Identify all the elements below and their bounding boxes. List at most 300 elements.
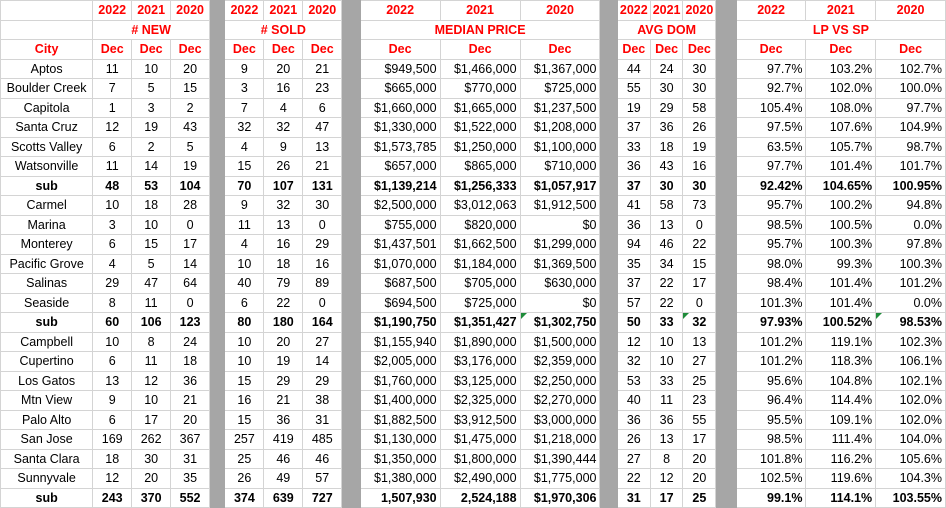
lp-vs-sp-cell: 100.3% bbox=[806, 235, 876, 255]
avg-dom-cell: 10 bbox=[650, 352, 683, 372]
new-count-cell: 31 bbox=[171, 449, 210, 469]
month-header: Dec bbox=[520, 40, 600, 60]
avg-dom-cell: 20 bbox=[683, 449, 716, 469]
lp-vs-sp-cell: 94.8% bbox=[876, 196, 946, 216]
blank-cell bbox=[1, 20, 93, 40]
new-count-cell: 20 bbox=[171, 59, 210, 79]
avg-dom-cell: 16 bbox=[683, 157, 716, 177]
city-cell: Cupertino bbox=[1, 352, 93, 372]
city-cell: sub bbox=[1, 313, 93, 333]
subtotal-row bbox=[1, 313, 946, 333]
lp-vs-sp-cell: 103.55% bbox=[876, 488, 946, 508]
gap-column bbox=[342, 196, 360, 216]
median-price-cell: $1,437,501 bbox=[360, 235, 440, 255]
lp-vs-sp-cell: 101.2% bbox=[736, 332, 806, 352]
avg-dom-cell: 43 bbox=[650, 157, 683, 177]
year-header: 2021 bbox=[132, 1, 171, 21]
month-header: Dec bbox=[650, 40, 683, 60]
gap-column bbox=[210, 215, 225, 235]
new-count-cell: 12 bbox=[132, 371, 171, 391]
sold-count-cell: 22 bbox=[264, 293, 303, 313]
avg-dom-cell: 0 bbox=[683, 293, 716, 313]
gap-column bbox=[342, 313, 360, 333]
table-row bbox=[1, 410, 946, 430]
city-cell: Palo Alto bbox=[1, 410, 93, 430]
gap-column bbox=[342, 176, 360, 196]
sold-count-cell: 16 bbox=[264, 79, 303, 99]
median-price-cell: 2,524,188 bbox=[440, 488, 520, 508]
new-count-cell: 0 bbox=[171, 293, 210, 313]
city-cell: Aptos bbox=[1, 59, 93, 79]
gap-column bbox=[342, 410, 360, 430]
avg-dom-cell: 26 bbox=[617, 430, 650, 450]
new-count-cell: 15 bbox=[132, 235, 171, 255]
sold-count-cell: 47 bbox=[303, 118, 342, 138]
gap-column bbox=[342, 137, 360, 157]
gap-column bbox=[716, 371, 736, 391]
lp-vs-sp-cell: 95.6% bbox=[736, 371, 806, 391]
gap-column bbox=[210, 40, 225, 60]
gap-column bbox=[600, 274, 617, 294]
avg-dom-cell: 0 bbox=[683, 215, 716, 235]
lp-vs-sp-cell: 114.4% bbox=[806, 391, 876, 411]
lp-vs-sp-cell: 105.7% bbox=[806, 137, 876, 157]
new-count-cell: 17 bbox=[171, 235, 210, 255]
avg-dom-cell: 19 bbox=[617, 98, 650, 118]
avg-dom-cell: 40 bbox=[617, 391, 650, 411]
gap-column bbox=[600, 449, 617, 469]
new-count-cell: 11 bbox=[132, 352, 171, 372]
month-header: Dec bbox=[440, 40, 520, 60]
sold-count-cell: 16 bbox=[303, 254, 342, 274]
group-header-median-price: MEDIAN PRICE bbox=[360, 20, 600, 40]
lp-vs-sp-cell: 99.3% bbox=[806, 254, 876, 274]
gap-column bbox=[600, 371, 617, 391]
group-header-lp-vs-sp: LP VS SP bbox=[736, 20, 945, 40]
median-price-cell: $1,662,500 bbox=[440, 235, 520, 255]
month-header: Dec bbox=[132, 40, 171, 60]
year-header: 2020 bbox=[683, 1, 716, 21]
new-count-cell: 370 bbox=[132, 488, 171, 508]
table-row bbox=[1, 118, 946, 138]
new-count-cell: 30 bbox=[132, 449, 171, 469]
gap-column bbox=[600, 469, 617, 489]
new-count-cell: 8 bbox=[132, 332, 171, 352]
sold-count-cell: 485 bbox=[303, 430, 342, 450]
gap-column bbox=[716, 118, 736, 138]
new-count-cell: 20 bbox=[171, 410, 210, 430]
new-count-cell: 14 bbox=[132, 157, 171, 177]
lp-vs-sp-cell: 102.5% bbox=[736, 469, 806, 489]
sold-count-cell: 374 bbox=[225, 488, 264, 508]
gap-column bbox=[716, 137, 736, 157]
avg-dom-cell: 53 bbox=[617, 371, 650, 391]
city-cell: Marina bbox=[1, 215, 93, 235]
sold-count-cell: 4 bbox=[225, 137, 264, 157]
lp-vs-sp-cell: 103.2% bbox=[806, 59, 876, 79]
year-header: 2020 bbox=[520, 1, 600, 21]
gap-column bbox=[600, 215, 617, 235]
median-price-cell: $725,000 bbox=[440, 293, 520, 313]
median-price-cell: $1,100,000 bbox=[520, 137, 600, 157]
avg-dom-cell: 13 bbox=[650, 215, 683, 235]
sold-count-cell: 30 bbox=[303, 196, 342, 216]
year-header: 2022 bbox=[93, 1, 132, 21]
gap-column bbox=[210, 371, 225, 391]
month-header: Dec bbox=[264, 40, 303, 60]
gap-column bbox=[210, 137, 225, 157]
median-price-cell: $1,367,000 bbox=[520, 59, 600, 79]
new-count-cell: 11 bbox=[93, 59, 132, 79]
lp-vs-sp-cell: 95.7% bbox=[736, 235, 806, 255]
median-price-cell: $725,000 bbox=[520, 79, 600, 99]
avg-dom-cell: 36 bbox=[617, 157, 650, 177]
sold-count-cell: 11 bbox=[225, 215, 264, 235]
avg-dom-cell: 50 bbox=[617, 313, 650, 333]
city-cell: Santa Clara bbox=[1, 449, 93, 469]
sold-count-cell: 21 bbox=[264, 391, 303, 411]
year-header: 2021 bbox=[440, 1, 520, 21]
sold-count-cell: 19 bbox=[264, 352, 303, 372]
gap-column bbox=[210, 332, 225, 352]
new-count-cell: 5 bbox=[132, 254, 171, 274]
sold-count-cell: 4 bbox=[264, 98, 303, 118]
sold-count-cell: 20 bbox=[264, 332, 303, 352]
median-price-cell: $1,070,000 bbox=[360, 254, 440, 274]
blank-cell bbox=[1, 1, 93, 21]
new-count-cell: 28 bbox=[171, 196, 210, 216]
year-header: 2022 bbox=[736, 1, 806, 21]
gap-column bbox=[600, 40, 617, 60]
new-count-cell: 9 bbox=[93, 391, 132, 411]
gap-column bbox=[210, 254, 225, 274]
new-count-cell: 12 bbox=[93, 469, 132, 489]
gap-column bbox=[600, 1, 617, 21]
avg-dom-cell: 27 bbox=[683, 352, 716, 372]
group-header-avg-dom: AVG DOM bbox=[617, 20, 715, 40]
lp-vs-sp-cell: 107.6% bbox=[806, 118, 876, 138]
new-count-cell: 106 bbox=[132, 313, 171, 333]
new-count-cell: 18 bbox=[93, 449, 132, 469]
sold-count-cell: 27 bbox=[303, 332, 342, 352]
city-cell: Salinas bbox=[1, 274, 93, 294]
month-header: Dec bbox=[683, 40, 716, 60]
avg-dom-cell: 30 bbox=[683, 79, 716, 99]
sold-count-cell: 13 bbox=[303, 137, 342, 157]
median-price-cell: $755,000 bbox=[360, 215, 440, 235]
lp-vs-sp-cell: 63.5% bbox=[736, 137, 806, 157]
table-row bbox=[1, 430, 946, 450]
gap-column bbox=[716, 332, 736, 352]
avg-dom-cell: 18 bbox=[650, 137, 683, 157]
lp-vs-sp-cell: 97.7% bbox=[736, 157, 806, 177]
median-price-cell: $1,057,917 bbox=[520, 176, 600, 196]
gap-column bbox=[342, 157, 360, 177]
sold-count-cell: 10 bbox=[225, 332, 264, 352]
sold-count-cell: 21 bbox=[303, 157, 342, 177]
sold-count-cell: 180 bbox=[264, 313, 303, 333]
gap-column bbox=[210, 313, 225, 333]
year-header: 2021 bbox=[806, 1, 876, 21]
gap-column bbox=[600, 332, 617, 352]
year-header: 2022 bbox=[360, 1, 440, 21]
gap-column bbox=[600, 118, 617, 138]
gap-column bbox=[342, 79, 360, 99]
lp-vs-sp-cell: 95.7% bbox=[736, 196, 806, 216]
gap-column bbox=[210, 469, 225, 489]
city-column-header: City bbox=[1, 40, 93, 60]
gap-column bbox=[210, 391, 225, 411]
gap-column bbox=[716, 293, 736, 313]
new-count-cell: 64 bbox=[171, 274, 210, 294]
lp-vs-sp-cell: 102.1% bbox=[876, 371, 946, 391]
gap-column bbox=[600, 157, 617, 177]
new-count-cell: 29 bbox=[93, 274, 132, 294]
lp-vs-sp-cell: 97.5% bbox=[736, 118, 806, 138]
new-count-cell: 104 bbox=[171, 176, 210, 196]
median-price-cell: $1,237,500 bbox=[520, 98, 600, 118]
lp-vs-sp-cell: 102.0% bbox=[876, 410, 946, 430]
avg-dom-cell: 46 bbox=[650, 235, 683, 255]
sold-count-cell: 21 bbox=[303, 59, 342, 79]
gap-column bbox=[600, 352, 617, 372]
new-count-cell: 0 bbox=[171, 215, 210, 235]
gap-column bbox=[716, 254, 736, 274]
sold-count-cell: 79 bbox=[264, 274, 303, 294]
avg-dom-cell: 25 bbox=[683, 371, 716, 391]
lp-vs-sp-cell: 116.2% bbox=[806, 449, 876, 469]
median-price-cell: $0 bbox=[520, 215, 600, 235]
lp-vs-sp-cell: 98.53% bbox=[876, 313, 946, 333]
avg-dom-cell: 57 bbox=[617, 293, 650, 313]
gap-column bbox=[210, 293, 225, 313]
table-row bbox=[1, 293, 946, 313]
avg-dom-cell: 26 bbox=[683, 118, 716, 138]
avg-dom-cell: 22 bbox=[650, 293, 683, 313]
lp-vs-sp-cell: 0.0% bbox=[876, 293, 946, 313]
new-count-cell: 20 bbox=[132, 469, 171, 489]
gap-column bbox=[716, 98, 736, 118]
median-price-cell: $1,760,000 bbox=[360, 371, 440, 391]
new-count-cell: 21 bbox=[171, 391, 210, 411]
median-price-cell: $1,522,000 bbox=[440, 118, 520, 138]
avg-dom-cell: 73 bbox=[683, 196, 716, 216]
lp-vs-sp-cell: 102.0% bbox=[806, 79, 876, 99]
median-price-cell: $1,256,333 bbox=[440, 176, 520, 196]
median-price-cell: $1,369,500 bbox=[520, 254, 600, 274]
new-count-cell: 18 bbox=[171, 352, 210, 372]
median-price-cell: $694,500 bbox=[360, 293, 440, 313]
avg-dom-cell: 19 bbox=[683, 137, 716, 157]
gap-column bbox=[600, 254, 617, 274]
gap-column bbox=[342, 332, 360, 352]
new-count-cell: 6 bbox=[93, 410, 132, 430]
avg-dom-cell: 27 bbox=[617, 449, 650, 469]
sold-count-cell: 257 bbox=[225, 430, 264, 450]
new-count-cell: 2 bbox=[132, 137, 171, 157]
gap-column bbox=[210, 118, 225, 138]
gap-column bbox=[716, 196, 736, 216]
city-cell: Los Gatos bbox=[1, 371, 93, 391]
month-header: Dec bbox=[225, 40, 264, 60]
gap-column bbox=[716, 352, 736, 372]
gap-column bbox=[716, 235, 736, 255]
table-row bbox=[1, 59, 946, 79]
lp-vs-sp-cell: 108.0% bbox=[806, 98, 876, 118]
gap-column bbox=[600, 391, 617, 411]
sold-count-cell: 131 bbox=[303, 176, 342, 196]
median-price-cell: $1,330,000 bbox=[360, 118, 440, 138]
avg-dom-cell: 44 bbox=[617, 59, 650, 79]
sold-count-cell: 25 bbox=[225, 449, 264, 469]
sold-count-cell: 32 bbox=[264, 118, 303, 138]
avg-dom-cell: 94 bbox=[617, 235, 650, 255]
gap-column bbox=[716, 157, 736, 177]
new-count-cell: 13 bbox=[93, 371, 132, 391]
lp-vs-sp-cell: 102.0% bbox=[876, 391, 946, 411]
median-price-cell: $770,000 bbox=[440, 79, 520, 99]
sold-count-cell: 7 bbox=[225, 98, 264, 118]
new-count-cell: 5 bbox=[132, 79, 171, 99]
new-count-cell: 10 bbox=[93, 196, 132, 216]
lp-vs-sp-cell: 102.3% bbox=[876, 332, 946, 352]
gap-column bbox=[600, 176, 617, 196]
new-count-cell: 6 bbox=[93, 137, 132, 157]
median-price-cell: $2,250,000 bbox=[520, 371, 600, 391]
median-price-cell: $820,000 bbox=[440, 215, 520, 235]
lp-vs-sp-cell: 104.3% bbox=[876, 469, 946, 489]
group-header-sold: # SOLD bbox=[225, 20, 342, 40]
gap-column bbox=[600, 20, 617, 40]
median-price-cell: $687,500 bbox=[360, 274, 440, 294]
median-price-cell: $1,155,940 bbox=[360, 332, 440, 352]
sold-count-cell: 16 bbox=[264, 235, 303, 255]
median-price-cell: $710,000 bbox=[520, 157, 600, 177]
gap-column bbox=[210, 1, 225, 21]
sold-count-cell: 20 bbox=[264, 59, 303, 79]
city-cell: sub bbox=[1, 488, 93, 508]
gap-column bbox=[210, 176, 225, 196]
sold-count-cell: 89 bbox=[303, 274, 342, 294]
year-header: 2021 bbox=[650, 1, 683, 21]
new-count-cell: 19 bbox=[171, 157, 210, 177]
sold-count-cell: 23 bbox=[303, 79, 342, 99]
new-count-cell: 17 bbox=[132, 410, 171, 430]
table-row bbox=[1, 449, 946, 469]
table-row bbox=[1, 137, 946, 157]
gap-column bbox=[600, 235, 617, 255]
lp-vs-sp-cell: 98.0% bbox=[736, 254, 806, 274]
city-cell: Sunnyvale bbox=[1, 469, 93, 489]
gap-column bbox=[342, 98, 360, 118]
lp-vs-sp-cell: 97.7% bbox=[876, 98, 946, 118]
sold-count-cell: 26 bbox=[264, 157, 303, 177]
sold-count-cell: 164 bbox=[303, 313, 342, 333]
sold-count-cell: 46 bbox=[264, 449, 303, 469]
median-price-cell: $949,500 bbox=[360, 59, 440, 79]
new-count-cell: 6 bbox=[93, 235, 132, 255]
median-price-cell: $705,000 bbox=[440, 274, 520, 294]
avg-dom-cell: 31 bbox=[617, 488, 650, 508]
gap-column bbox=[342, 274, 360, 294]
lp-vs-sp-cell: 101.4% bbox=[806, 157, 876, 177]
month-header: Dec bbox=[93, 40, 132, 60]
lp-vs-sp-cell: 100.95% bbox=[876, 176, 946, 196]
new-count-cell: 169 bbox=[93, 430, 132, 450]
lp-vs-sp-cell: 98.5% bbox=[736, 430, 806, 450]
lp-vs-sp-cell: 92.7% bbox=[736, 79, 806, 99]
avg-dom-cell: 30 bbox=[650, 176, 683, 196]
new-count-cell: 53 bbox=[132, 176, 171, 196]
new-count-cell: 10 bbox=[132, 215, 171, 235]
lp-vs-sp-cell: 97.7% bbox=[736, 59, 806, 79]
avg-dom-cell: 29 bbox=[650, 98, 683, 118]
lp-vs-sp-cell: 97.93% bbox=[736, 313, 806, 333]
new-count-cell: 48 bbox=[93, 176, 132, 196]
city-cell: Seaside bbox=[1, 293, 93, 313]
median-price-cell: $1,218,000 bbox=[520, 430, 600, 450]
avg-dom-cell: 12 bbox=[617, 332, 650, 352]
avg-dom-cell: 10 bbox=[650, 332, 683, 352]
median-price-cell: $865,000 bbox=[440, 157, 520, 177]
avg-dom-cell: 37 bbox=[617, 274, 650, 294]
year-header: 2022 bbox=[617, 1, 650, 21]
lp-vs-sp-cell: 114.1% bbox=[806, 488, 876, 508]
month-header: Dec bbox=[171, 40, 210, 60]
avg-dom-cell: 17 bbox=[683, 274, 716, 294]
gap-column bbox=[342, 469, 360, 489]
median-price-cell: $3,012,063 bbox=[440, 196, 520, 216]
new-count-cell: 3 bbox=[132, 98, 171, 118]
median-price-cell: $2,270,000 bbox=[520, 391, 600, 411]
avg-dom-cell: 33 bbox=[650, 371, 683, 391]
new-count-cell: 243 bbox=[93, 488, 132, 508]
sold-count-cell: 29 bbox=[303, 371, 342, 391]
lp-vs-sp-cell: 100.3% bbox=[876, 254, 946, 274]
avg-dom-cell: 58 bbox=[683, 98, 716, 118]
table-row bbox=[1, 196, 946, 216]
avg-dom-cell: 13 bbox=[650, 430, 683, 450]
gap-column bbox=[600, 59, 617, 79]
table-row bbox=[1, 469, 946, 489]
median-price-cell: $665,000 bbox=[360, 79, 440, 99]
table-row bbox=[1, 391, 946, 411]
median-price-cell: $1,466,000 bbox=[440, 59, 520, 79]
city-cell: Monterey bbox=[1, 235, 93, 255]
gap-column bbox=[342, 391, 360, 411]
gap-column bbox=[210, 20, 225, 40]
median-price-cell: $0 bbox=[520, 293, 600, 313]
median-price-cell: $2,490,000 bbox=[440, 469, 520, 489]
median-price-cell: $1,208,000 bbox=[520, 118, 600, 138]
group-header-row bbox=[1, 20, 946, 40]
median-price-cell: $3,125,000 bbox=[440, 371, 520, 391]
lp-vs-sp-cell: 98.4% bbox=[736, 274, 806, 294]
median-price-cell: $1,250,000 bbox=[440, 137, 520, 157]
lp-vs-sp-cell: 119.1% bbox=[806, 332, 876, 352]
city-cell: Boulder Creek bbox=[1, 79, 93, 99]
subtotal-row bbox=[1, 488, 946, 508]
month-header: Dec bbox=[617, 40, 650, 60]
lp-vs-sp-cell: 106.1% bbox=[876, 352, 946, 372]
avg-dom-cell: 8 bbox=[650, 449, 683, 469]
median-price-cell: $1,184,000 bbox=[440, 254, 520, 274]
month-header-row bbox=[1, 40, 946, 60]
table-row bbox=[1, 79, 946, 99]
sold-count-cell: 14 bbox=[303, 352, 342, 372]
lp-vs-sp-cell: 104.8% bbox=[806, 371, 876, 391]
sold-count-cell: 0 bbox=[303, 215, 342, 235]
